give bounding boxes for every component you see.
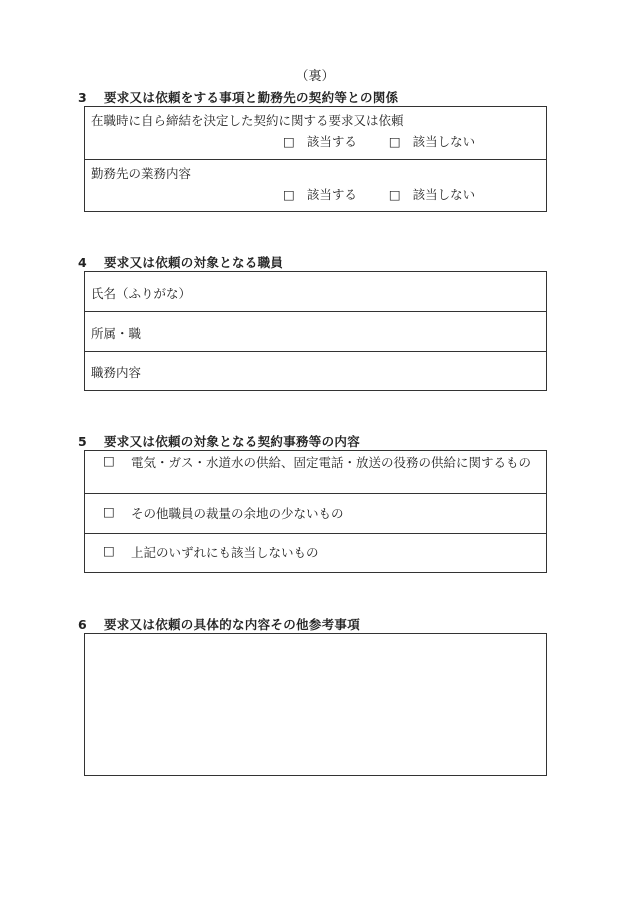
checkbox[interactable]: □ [103, 453, 115, 468]
checkbox[interactable]: □ [103, 504, 115, 519]
details-content [85, 634, 546, 646]
section5-number: 5 [78, 434, 87, 449]
not-applies-label: 該当しない [412, 187, 476, 202]
checkbox[interactable]: □ [388, 187, 401, 202]
section3-options [283, 132, 475, 150]
section4-table [84, 271, 547, 391]
option-label: その他職員の裁量の余地の少ないもの [131, 506, 344, 521]
applies-option[interactable] [283, 185, 357, 203]
applies-label: 該当する [306, 187, 357, 202]
details-textarea[interactable] [84, 633, 547, 776]
page-side-label: （裏） [295, 69, 335, 84]
section3-row-label: 在職時に自ら締結を決定した契約に関する要求又は依頼 [91, 113, 404, 128]
checkbox[interactable]: □ [283, 187, 295, 202]
staff-duties-label: 職務内容 [91, 365, 142, 380]
section5-option-utilities[interactable] [85, 451, 546, 493]
section4-title: 要求又は依頼の対象となる職員 [104, 255, 284, 270]
not-applies-option[interactable] [389, 185, 475, 203]
section5-title: 要求又は依頼の対象となる契約事務等の内容 [104, 434, 361, 449]
section3-row-label: 勤務先の業務内容 [91, 166, 192, 181]
not-applies-label: 該当しない [412, 134, 476, 149]
section3-row-contract [85, 107, 546, 159]
section6-heading [78, 615, 360, 633]
section3-table [84, 106, 547, 212]
section6-number: 6 [78, 617, 87, 632]
section3-heading [78, 88, 398, 106]
section4-heading [78, 253, 283, 271]
section5-table [84, 450, 547, 573]
staff-duties-row[interactable] [85, 351, 546, 390]
section6-title: 要求又は依頼の具体的な内容その他参考事項 [104, 617, 361, 632]
section3-options [283, 185, 475, 203]
section3-title: 要求又は依頼をする事項と勤務先の契約等との関係 [104, 90, 399, 105]
applies-label: 該当する [306, 134, 357, 149]
applies-option[interactable] [283, 132, 357, 150]
checkbox[interactable]: □ [103, 543, 115, 558]
section5-option-low-discretion[interactable] [85, 493, 546, 533]
checkbox[interactable]: □ [388, 134, 401, 149]
not-applies-option[interactable] [389, 132, 475, 150]
section5-option-none[interactable] [85, 533, 546, 572]
staff-name-row[interactable] [85, 272, 546, 311]
staff-position-row[interactable] [85, 311, 546, 351]
section5-heading [78, 432, 360, 450]
staff-name-label: 氏名（ふりがな） [91, 286, 192, 301]
option-label: 上記のいずれにも該当しないもの [131, 545, 319, 560]
checkbox[interactable]: □ [283, 134, 295, 149]
option-label: 電気・ガス・水道水の供給、固定電話・放送の役務の供給に関するもの [131, 455, 532, 470]
section3-row-business [85, 159, 546, 211]
staff-position-label: 所属・職 [91, 326, 142, 341]
section4-number: 4 [78, 255, 87, 270]
section3-number: 3 [78, 90, 87, 105]
